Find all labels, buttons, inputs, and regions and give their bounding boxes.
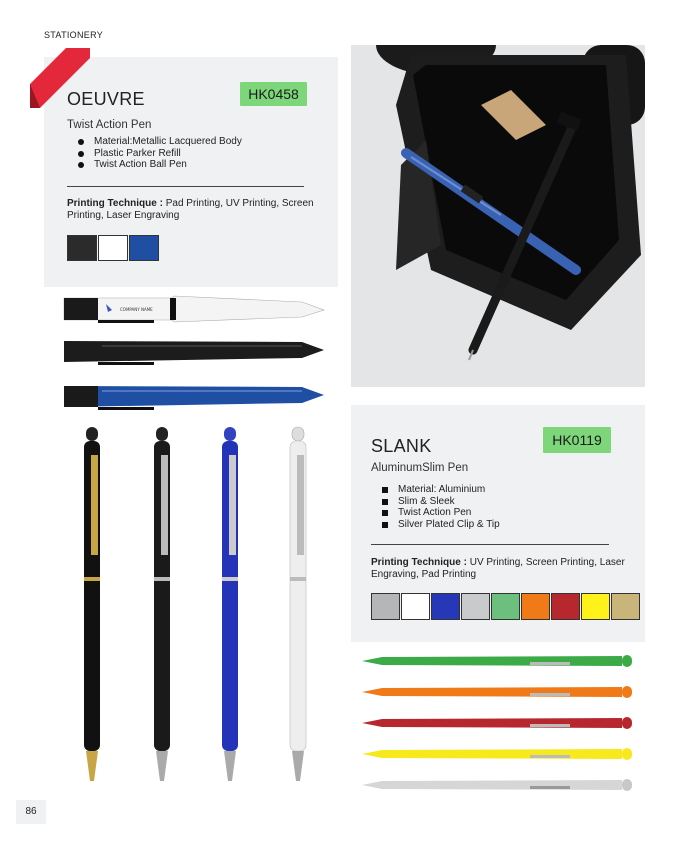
product-title: OEUVRE [67, 89, 145, 109]
feature-item: Twist Action Ball Pen [68, 159, 242, 171]
color-swatch-black [67, 235, 97, 261]
color-swatch-orange [521, 593, 550, 620]
product-title: SLANK [371, 436, 432, 456]
divider [371, 544, 609, 545]
feature-item: Silver Plated Clip & Tip [372, 519, 500, 531]
color-swatch-white [401, 593, 430, 620]
product-subtitle: Twist Action Pen [67, 119, 152, 131]
color-swatch-yellow [581, 593, 610, 620]
color-swatch-white [98, 235, 128, 261]
slank-vertical-pens-image [76, 425, 316, 785]
feature-item: Plastic Parker Refill [68, 148, 242, 160]
pen-box-photo [351, 45, 645, 387]
feature-item: Material:Metallic Lacquered Body [68, 136, 242, 148]
feature-item: Twist Action Pen [372, 507, 500, 519]
color-swatches [67, 235, 159, 261]
color-swatch-blue [129, 235, 159, 261]
technique-text: Pad Printing, UV Printing, Screen Printing, Laser Engraving [67, 198, 314, 221]
section-label: STATIONERY [44, 30, 104, 40]
product-code-badge: HK0119 [543, 427, 611, 453]
color-swatch-red [551, 593, 580, 620]
page-number: 86 [16, 800, 46, 824]
product-subtitle: AluminumSlim Pen [371, 462, 469, 474]
technique-label: Printing Technique : [67, 198, 163, 209]
feature-list [68, 136, 242, 171]
printing-technique [371, 557, 639, 580]
slank-horizontal-pens-image [360, 650, 640, 795]
product-code-badge: HK0458 [240, 82, 307, 106]
technique-text: UV Printing, Screen Printing, Laser Engraving, Pad Printing [371, 557, 625, 580]
color-swatch-green [491, 593, 520, 620]
color-swatches [371, 593, 639, 620]
color-swatch-light-grey [461, 593, 490, 620]
color-swatch-blue [431, 593, 460, 620]
feature-item: Slim & Sleek [372, 496, 500, 508]
technique-label: Printing Technique : [371, 557, 467, 568]
imprint-text: COMPANY NAME [120, 307, 153, 312]
oeuvre-pens-image [62, 294, 328, 418]
color-swatch-silver [371, 593, 400, 620]
feature-list [372, 484, 500, 530]
printing-technique [67, 198, 325, 221]
color-swatch-gold [611, 593, 640, 620]
divider [67, 186, 304, 187]
feature-item: Material: Aluminium [372, 484, 500, 496]
